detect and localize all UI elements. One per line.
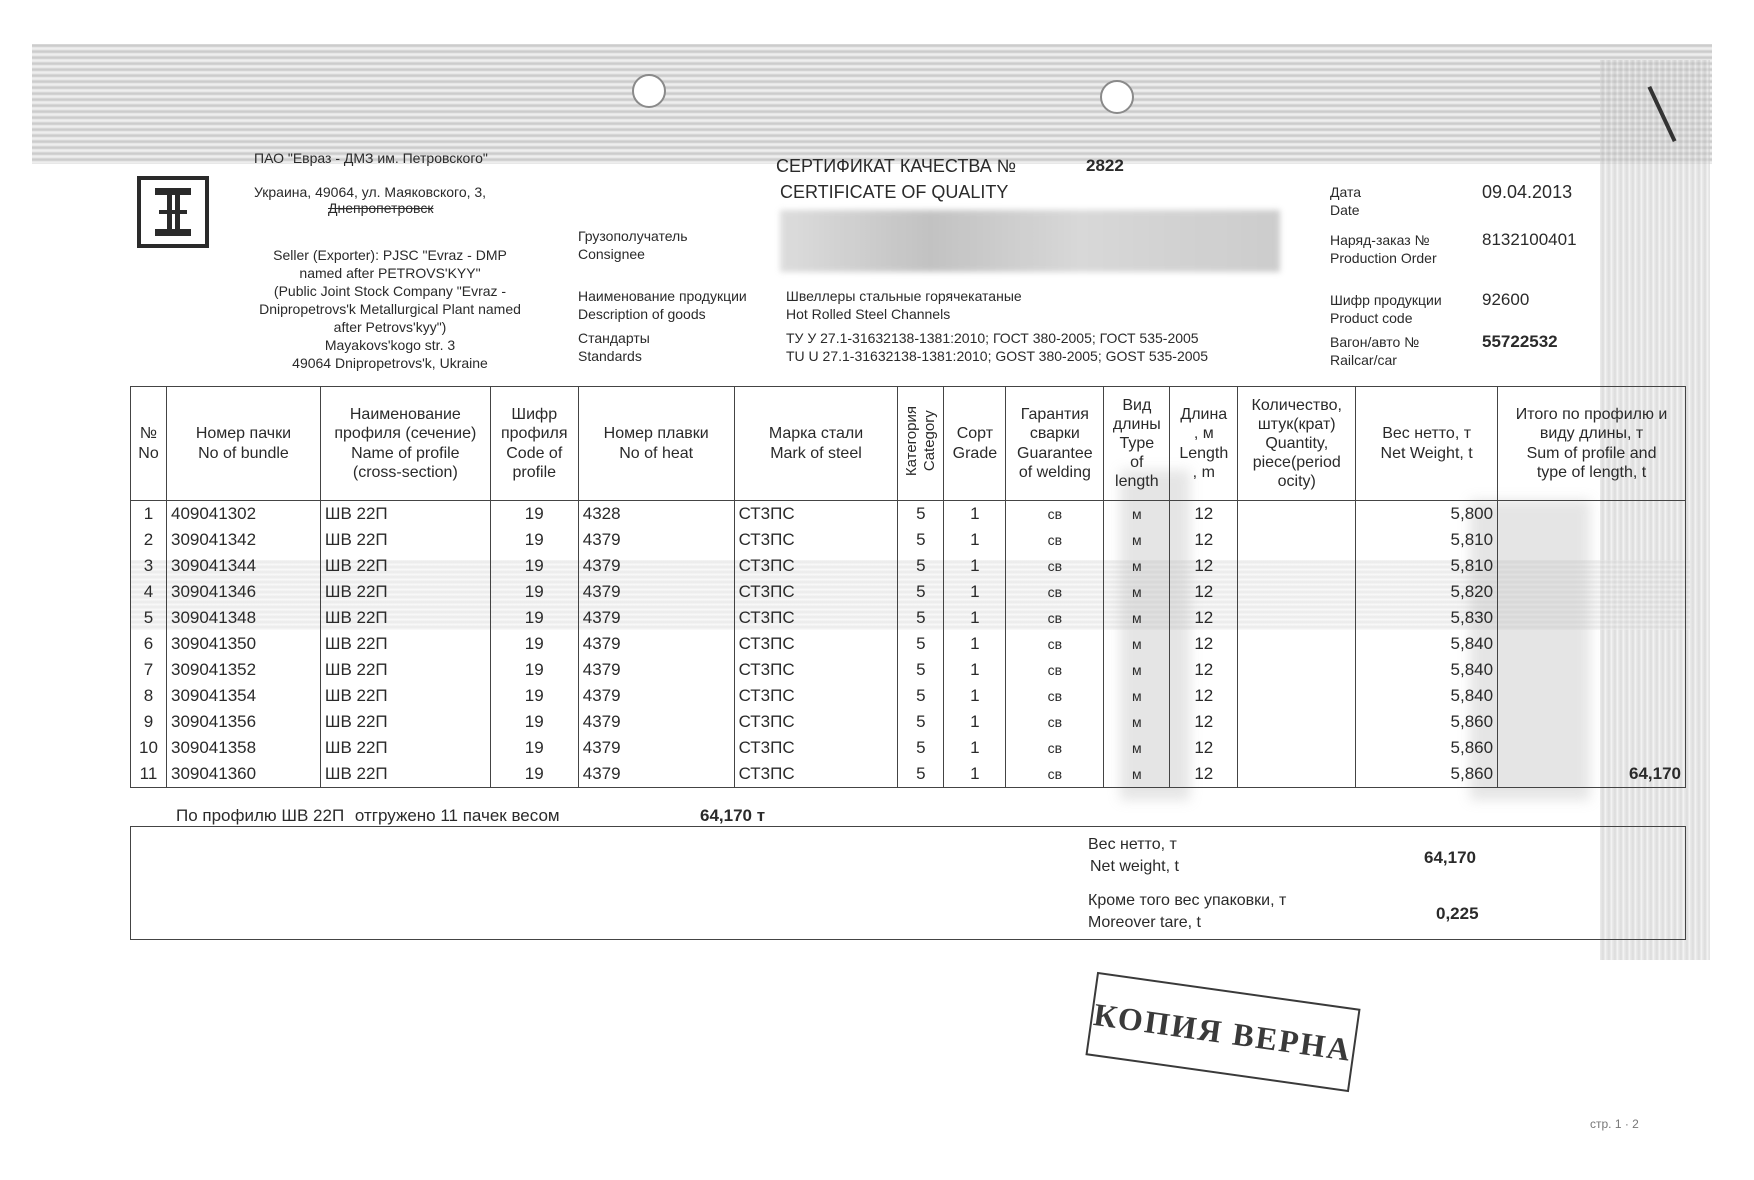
cell-length-type: м xyxy=(1104,761,1170,788)
cell-code: 19 xyxy=(490,683,578,709)
cell-heat: 4379 xyxy=(578,553,734,579)
cell-code: 19 xyxy=(490,657,578,683)
company-logo xyxy=(137,176,209,248)
cell-bundle: 309041358 xyxy=(166,735,320,761)
cell-grade: 1 xyxy=(944,761,1006,788)
seller-line: Seller (Exporter): PJSC "Evraz - DMP xyxy=(273,247,507,263)
cell-code: 19 xyxy=(490,735,578,761)
cell-welding: св xyxy=(1006,735,1104,761)
cell-profile: ШВ 22П xyxy=(320,683,490,709)
seller-line: Dnipropetrovs'k Metallurgical Plant named xyxy=(259,301,521,317)
cell-category: 5 xyxy=(898,605,944,631)
cell-no: 9 xyxy=(131,709,167,735)
cell-code: 19 xyxy=(490,605,578,631)
cell-steel: СТ3ПС xyxy=(734,761,898,788)
table-row xyxy=(131,553,1686,579)
logo-mark-icon xyxy=(141,180,205,244)
seller-line: (Public Joint Stock Company "Evraz - xyxy=(273,283,507,299)
cell-code: 19 xyxy=(490,631,578,657)
tare-label-en: Moreover tare, t xyxy=(1088,914,1201,931)
cell-profile: ШВ 22П xyxy=(320,501,490,528)
table-row xyxy=(131,527,1686,553)
cell-quantity xyxy=(1238,605,1356,631)
cell-length: 12 xyxy=(1170,553,1238,579)
cell-sum xyxy=(1498,579,1686,605)
railcar-label-en: Railcar/car xyxy=(1330,352,1397,368)
cell-grade: 1 xyxy=(944,683,1006,709)
standards-value-ru: ТУ У 27.1-31632138-1381:2010; ГОСТ 380-2005; ГОСТ 535-2005 xyxy=(786,330,1199,346)
cell-category: 5 xyxy=(898,735,944,761)
cell-no: 6 xyxy=(131,631,167,657)
cell-steel: СТ3ПС xyxy=(734,527,898,553)
cell-length: 12 xyxy=(1170,735,1238,761)
cell-heat: 4379 xyxy=(578,605,734,631)
order-value: 8132100401 xyxy=(1482,230,1577,249)
cell-length-type: м xyxy=(1104,553,1170,579)
table-header-row xyxy=(131,387,1686,501)
cell-bundle: 309041348 xyxy=(166,605,320,631)
cell-profile: ШВ 22П xyxy=(320,709,490,735)
cell-grade: 1 xyxy=(944,501,1006,528)
punch-hole xyxy=(632,74,666,108)
cell-heat: 4379 xyxy=(578,527,734,553)
goods-value-ru: Швеллеры стальные горячекатаные xyxy=(786,288,1022,304)
cell-net-weight: 5,860 xyxy=(1356,761,1498,788)
cell-steel: СТ3ПС xyxy=(734,709,898,735)
cell-profile: ШВ 22П xyxy=(320,761,490,788)
cell-grade: 1 xyxy=(944,631,1006,657)
copy-certified-stamp: КОПИЯ ВЕРНА xyxy=(1085,972,1360,1092)
cell-length-type: м xyxy=(1104,527,1170,553)
cell-heat: 4379 xyxy=(578,709,734,735)
cell-net-weight: 5,820 xyxy=(1356,579,1498,605)
cell-welding: св xyxy=(1006,501,1104,528)
cell-bundle: 309041342 xyxy=(166,527,320,553)
cell-sum xyxy=(1498,527,1686,553)
cell-length-type: м xyxy=(1104,631,1170,657)
cell-steel: СТ3ПС xyxy=(734,501,898,528)
table-row xyxy=(131,501,1686,528)
cell-category: 5 xyxy=(898,553,944,579)
product-code-label-en: Product code xyxy=(1330,310,1413,326)
cell-bundle: 309041360 xyxy=(166,761,320,788)
cell-length: 12 xyxy=(1170,527,1238,553)
cell-bundle: 309041346 xyxy=(166,579,320,605)
cell-code: 19 xyxy=(490,579,578,605)
cell-no: 4 xyxy=(131,579,167,605)
cell-category: 5 xyxy=(898,761,944,788)
cell-length-type: м xyxy=(1104,605,1170,631)
standards-label-ru: Стандарты xyxy=(578,330,650,346)
certificate-title-ru: СЕРТИФИКАТ КАЧЕСТВА № xyxy=(776,156,1017,176)
col-header-steel: Марка стали Mark of steel xyxy=(734,387,898,501)
cell-length: 12 xyxy=(1170,579,1238,605)
cell-quantity xyxy=(1238,735,1356,761)
cell-heat: 4379 xyxy=(578,735,734,761)
table-row xyxy=(131,709,1686,735)
cell-profile: ШВ 22П xyxy=(320,527,490,553)
cell-code: 19 xyxy=(490,761,578,788)
date-label-en: Date xyxy=(1330,202,1360,218)
cell-sum xyxy=(1498,553,1686,579)
cell-steel: СТ3ПС xyxy=(734,553,898,579)
table-row xyxy=(131,735,1686,761)
cell-quantity xyxy=(1238,501,1356,528)
col-header-net-weight: Вес нетто, т Net Weight, t xyxy=(1356,387,1498,501)
cell-length-type: м xyxy=(1104,683,1170,709)
cell-no: 7 xyxy=(131,657,167,683)
col-header-length-type: Вид длины Type of length xyxy=(1104,387,1170,501)
col-header-grade: Сорт Grade xyxy=(944,387,1006,501)
col-header-profile: Наименование профиля (сечение) Name of profile (cross-section) xyxy=(320,387,490,501)
col-header-sum: Итого по профилю и виду длины, т Sum of profile and type of length, t xyxy=(1498,387,1686,501)
cell-code: 19 xyxy=(490,709,578,735)
certificate-title-en: CERTIFICATE OF QUALITY xyxy=(780,182,1009,202)
cell-no: 2 xyxy=(131,527,167,553)
goods-value-en: Hot Rolled Steel Channels xyxy=(786,306,951,322)
cell-sum xyxy=(1498,605,1686,631)
cell-length: 12 xyxy=(1170,501,1238,528)
cell-grade: 1 xyxy=(944,709,1006,735)
company-name-ru: ПАО "Евраз - ДМЗ им. Петровского" xyxy=(254,150,488,166)
cell-category: 5 xyxy=(898,579,944,605)
cell-heat: 4379 xyxy=(578,579,734,605)
cell-welding: св xyxy=(1006,631,1104,657)
cell-length-type: м xyxy=(1104,657,1170,683)
cell-steel: СТ3ПС xyxy=(734,657,898,683)
product-code-value: 92600 xyxy=(1482,290,1530,309)
cell-net-weight: 5,810 xyxy=(1356,527,1498,553)
cell-heat: 4379 xyxy=(578,631,734,657)
date-label-ru: Дата xyxy=(1330,184,1362,200)
table-row xyxy=(131,631,1686,657)
cell-bundle: 309041350 xyxy=(166,631,320,657)
goods-label-ru: Наименование продукции xyxy=(578,288,747,304)
cell-sum xyxy=(1498,501,1686,528)
cell-net-weight: 5,810 xyxy=(1356,553,1498,579)
cell-grade: 1 xyxy=(944,657,1006,683)
cell-code: 19 xyxy=(490,501,578,528)
cell-profile: ШВ 22П xyxy=(320,553,490,579)
cell-net-weight: 5,840 xyxy=(1356,631,1498,657)
cell-sum xyxy=(1498,709,1686,735)
cell-grade: 1 xyxy=(944,579,1006,605)
cell-bundle: 409041302 xyxy=(166,501,320,528)
cell-code: 19 xyxy=(490,527,578,553)
cell-net-weight: 5,830 xyxy=(1356,605,1498,631)
col-header-code: Шифр профиля Code of profile xyxy=(490,387,578,501)
col-header-bundle: Номер пачки No of bundle xyxy=(166,387,320,501)
net-weight-label-ru: Вес нетто, т xyxy=(1088,836,1177,853)
product-code-label-ru: Шифр продукции xyxy=(1330,292,1442,308)
cell-steel: СТ3ПС xyxy=(734,579,898,605)
cell-sum xyxy=(1498,631,1686,657)
cell-length: 12 xyxy=(1170,761,1238,788)
goods-label-en: Description of goods xyxy=(578,306,706,322)
standards-label-en: Standards xyxy=(578,348,642,364)
cell-category: 5 xyxy=(898,501,944,528)
cell-welding: св xyxy=(1006,579,1104,605)
cell-net-weight: 5,800 xyxy=(1356,501,1498,528)
tare-label-ru: Кроме того вес упаковки, т xyxy=(1088,892,1287,909)
cell-bundle: 309041352 xyxy=(166,657,320,683)
cell-quantity xyxy=(1238,657,1356,683)
cell-profile: ШВ 22П xyxy=(320,631,490,657)
cell-sum: 64,170 xyxy=(1498,761,1686,788)
cell-welding: св xyxy=(1006,553,1104,579)
cell-steel: СТ3ПС xyxy=(734,735,898,761)
seller-line: named after PETROVS'KYY" xyxy=(299,265,481,281)
cell-bundle: 309041356 xyxy=(166,709,320,735)
order-label-en: Production Order xyxy=(1330,250,1437,266)
scan-noise-top xyxy=(32,44,1712,164)
cell-steel: СТ3ПС xyxy=(734,683,898,709)
cell-no: 10 xyxy=(131,735,167,761)
cell-grade: 1 xyxy=(944,527,1006,553)
date-value: 09.04.2013 xyxy=(1482,182,1573,202)
cell-grade: 1 xyxy=(944,605,1006,631)
cell-grade: 1 xyxy=(944,735,1006,761)
cell-length: 12 xyxy=(1170,683,1238,709)
cell-heat: 4379 xyxy=(578,683,734,709)
cell-steel: СТ3ПС xyxy=(734,631,898,657)
cell-no: 5 xyxy=(131,605,167,631)
cell-welding: св xyxy=(1006,709,1104,735)
tare-value: 0,225 xyxy=(1436,904,1479,923)
summary-weight: 64,170 т xyxy=(700,806,766,825)
cell-sum xyxy=(1498,657,1686,683)
cell-welding: св xyxy=(1006,605,1104,631)
cell-sum xyxy=(1498,735,1686,761)
summary-text: отгружено 11 пачек весом xyxy=(354,806,560,825)
table-row xyxy=(131,761,1686,788)
cell-category: 5 xyxy=(898,657,944,683)
cell-quantity xyxy=(1238,553,1356,579)
consignee-label-ru: Грузополучатель xyxy=(578,228,688,244)
col-header-category xyxy=(898,387,944,501)
col-header-category-label: Категория Category xyxy=(902,405,938,476)
col-header-heat: Номер плавки No of heat xyxy=(578,387,734,501)
cell-length-type: м xyxy=(1104,735,1170,761)
table-row xyxy=(131,605,1686,631)
seller-line: 49064 Dnipropetrovs'k, Ukraine xyxy=(292,355,488,371)
cell-no: 11 xyxy=(131,761,167,788)
cell-quantity xyxy=(1238,683,1356,709)
cell-bundle: 309041344 xyxy=(166,553,320,579)
cell-profile: ШВ 22П xyxy=(320,657,490,683)
seller-line: after Petrovs'kyy") xyxy=(333,319,447,335)
cell-quantity xyxy=(1238,761,1356,788)
cell-code: 19 xyxy=(490,553,578,579)
cell-category: 5 xyxy=(898,683,944,709)
seller-block xyxy=(230,246,550,372)
address-ru-line1: Украина, 49064, ул. Маяковского, 3, xyxy=(254,184,487,200)
order-label-ru: Наряд-заказ № xyxy=(1330,232,1430,248)
certificate-number: 2822 xyxy=(1086,156,1124,175)
cell-profile: ШВ 22П xyxy=(320,735,490,761)
summary-prefix: По профилю xyxy=(176,806,277,825)
table-row xyxy=(131,657,1686,683)
address-ru-line2: Днепропетровск xyxy=(328,200,434,216)
cell-welding: св xyxy=(1006,527,1104,553)
standards-value-en: TU U 27.1-31632138-1381:2010; GOST 380-2005; GOST 535-2005 xyxy=(786,348,1209,364)
cell-sum xyxy=(1498,683,1686,709)
cell-net-weight: 5,860 xyxy=(1356,709,1498,735)
cell-welding: св xyxy=(1006,683,1104,709)
seller-line: Mayakovs'kogo str. 3 xyxy=(324,337,456,353)
table-row xyxy=(131,683,1686,709)
cell-length: 12 xyxy=(1170,709,1238,735)
table-row xyxy=(131,579,1686,605)
col-header-quantity: Количество, штук(крат) Quantity, piece(period ocity) xyxy=(1238,387,1356,501)
cell-heat: 4328 xyxy=(578,501,734,528)
railcar-label-ru: Вагон/авто № xyxy=(1330,334,1420,350)
quality-table xyxy=(130,386,1686,788)
railcar-value: 55722532 xyxy=(1482,332,1558,351)
cell-length-type: м xyxy=(1104,709,1170,735)
cell-steel: СТ3ПС xyxy=(734,605,898,631)
cell-quantity xyxy=(1238,527,1356,553)
cell-net-weight: 5,860 xyxy=(1356,735,1498,761)
cell-length: 12 xyxy=(1170,657,1238,683)
net-weight-label-en: Net weight, t xyxy=(1090,858,1179,875)
cell-net-weight: 5,840 xyxy=(1356,683,1498,709)
cell-length-type: м xyxy=(1104,579,1170,605)
cell-no: 3 xyxy=(131,553,167,579)
cell-bundle: 309041354 xyxy=(166,683,320,709)
cell-quantity xyxy=(1238,579,1356,605)
consignee-redacted xyxy=(780,210,1280,272)
cell-heat: 4379 xyxy=(578,761,734,788)
cell-length: 12 xyxy=(1170,631,1238,657)
cell-no: 1 xyxy=(131,501,167,528)
cell-profile: ШВ 22П xyxy=(320,579,490,605)
col-header-length: Длина , м Length , m xyxy=(1170,387,1238,501)
cell-quantity xyxy=(1238,631,1356,657)
col-header-no: № No xyxy=(131,387,167,501)
cell-welding: св xyxy=(1006,657,1104,683)
summary-line xyxy=(176,806,560,826)
cell-length: 12 xyxy=(1170,605,1238,631)
summary-profile: ШВ 22П xyxy=(281,806,345,825)
cell-category: 5 xyxy=(898,527,944,553)
cell-grade: 1 xyxy=(944,553,1006,579)
cell-quantity xyxy=(1238,709,1356,735)
cell-no: 8 xyxy=(131,683,167,709)
cell-category: 5 xyxy=(898,631,944,657)
cell-heat: 4379 xyxy=(578,657,734,683)
cell-welding: св xyxy=(1006,761,1104,788)
page-marker: стр. 1 · 2 xyxy=(1590,1117,1639,1131)
cell-net-weight: 5,840 xyxy=(1356,657,1498,683)
net-weight-value: 64,170 xyxy=(1424,848,1476,867)
cell-category: 5 xyxy=(898,709,944,735)
punch-hole xyxy=(1100,80,1134,114)
consignee-label-en: Consignee xyxy=(578,246,645,262)
cell-length-type: м xyxy=(1104,501,1170,528)
cell-profile: ШВ 22П xyxy=(320,605,490,631)
col-header-welding: Гарантия сварки Guarantee of welding xyxy=(1006,387,1104,501)
